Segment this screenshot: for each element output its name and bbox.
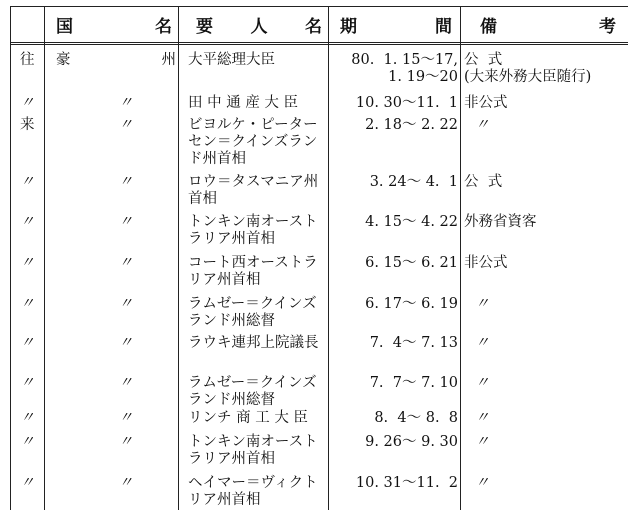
direction-cell: 〃 — [20, 375, 34, 391]
direction-cell: 往 — [20, 52, 35, 68]
remarks-cell: 〃 — [464, 296, 489, 312]
remarks-cell: 公 式 — [464, 174, 503, 190]
header-person: 要 人 名 — [196, 16, 322, 37]
person-cell: ヘイマー＝ヴィクトリア州首相 — [188, 475, 318, 508]
remarks-cell: 〃 — [464, 335, 489, 351]
period-cell: 6. 15～ 6. 21 — [365, 255, 458, 271]
remarks-cell: 〃 — [464, 117, 489, 133]
person-cell: リンチ 商 工 大 臣 — [188, 410, 308, 426]
col-rule — [44, 6, 45, 510]
person-cell: ロウ＝タスマニア州首相 — [188, 174, 319, 207]
direction-cell: 〃 — [20, 434, 34, 450]
person-cell: トンキン南オーストラリア州首相 — [188, 434, 318, 467]
header-rule — [10, 42, 628, 45]
period-cell: 8. 4～ 8. 8 — [374, 410, 458, 426]
person-cell: ラムゼー＝クインズランド州総督 — [188, 375, 317, 408]
remarks-cell: 公 式 (大来外務大臣随行) — [464, 52, 592, 85]
person-cell: ラウキ連邦上院議長 — [188, 335, 319, 351]
remarks-cell: 〃 — [464, 375, 489, 391]
col-rule — [10, 6, 11, 510]
remarks-cell: 〃 — [464, 434, 489, 450]
direction-cell: 〃 — [20, 214, 34, 230]
direction-cell: 〃 — [20, 475, 34, 491]
period-cell: 10. 30～11. 1 — [355, 95, 458, 111]
period-cell: 2. 18～ 2. 22 — [365, 117, 458, 133]
direction-cell: 〃 — [20, 410, 34, 426]
person-cell: ラムゼー＝クインズランド州総督 — [188, 296, 317, 329]
period-cell: 7. 7～ 7. 10 — [369, 375, 458, 391]
person-cell: コート西オーストラリア州首相 — [188, 255, 318, 288]
period-cell: 7. 4～ 7. 13 — [369, 335, 458, 351]
remarks-cell: 非公式 — [464, 255, 508, 271]
period-cell: 3. 24～ 4. 1 — [369, 174, 458, 190]
direction-cell: 〃 — [20, 255, 34, 271]
direction-cell: 〃 — [20, 174, 34, 190]
direction-cell: 〃 — [20, 335, 34, 351]
period-cell: 9. 26～ 9. 30 — [365, 434, 458, 450]
visit-table: 国 名 要 人 名 期 間 備 考 往 豪 州 大平総理大臣 80. 1. 15～17, 1. 19～20 公 式 (大来外務大臣随行) 〃 〃 田 中 通 産 大 臣 10. 30～11. 1 非公式 来 〃 ビヨルケ・ピーターセン＝クインズランド州首相 2. 18～ 2. 22 〃 〃 〃 ロウ＝タスマニア州首相 3. 24～ 4. 1 公 式 〃 〃 トンキン南オーストラリア州首相 4. 15～ 4. 22 外務省資客 〃 〃 コート西オーストラリア州首相 6. 15～ 6. 21 非公式 〃 〃 ラムゼー＝クインズランド州総督 6. 17～ 6. 19 〃 〃 〃 ラウキ連邦上院議長 7. 4～ 7. 13 〃 〃 〃 ラムゼー＝クインズランド州総督 7. 7～ 7. 10 〃 〃 〃 リンチ 商 工 大 臣 8. 4～ 8. 8 〃 〃 〃 トンキン南オーストラリア州首相 9. 26～ 9. 30 〃 〃 〃 ヘイマー＝ヴィクトリア州首相 10. 31～11. 2 〃 — [10, 6, 628, 510]
period-cell: 4. 15～ 4. 22 — [365, 214, 458, 230]
direction-cell: 〃 — [20, 296, 34, 312]
remarks-cell: 外務省資客 — [464, 214, 537, 230]
direction-cell: 来 — [20, 117, 35, 133]
header-remarks: 備 考 — [480, 16, 616, 37]
col-rule — [460, 6, 461, 510]
col-rule — [178, 6, 179, 510]
period-cell: 10. 31～11. 2 — [355, 475, 458, 491]
person-cell: 田 中 通 産 大 臣 — [188, 95, 299, 111]
remarks-cell: 〃 — [464, 410, 489, 426]
col-rule — [328, 6, 329, 510]
direction-cell: 〃 — [20, 95, 34, 111]
remarks-cell: 〃 — [464, 475, 489, 491]
period-cell: 80. 1. 15～17, 1. 19～20 — [351, 52, 458, 85]
remarks-cell: 非公式 — [464, 95, 508, 111]
person-cell: トンキン南オーストラリア州首相 — [188, 214, 318, 247]
person-cell: 大平総理大臣 — [188, 52, 275, 68]
header-period: 期 間 — [340, 16, 452, 37]
header-country: 国 名 — [56, 16, 172, 37]
person-cell: ビヨルケ・ピーターセン＝クインズランド州首相 — [188, 117, 318, 167]
period-cell: 6. 17～ 6. 19 — [365, 296, 458, 312]
